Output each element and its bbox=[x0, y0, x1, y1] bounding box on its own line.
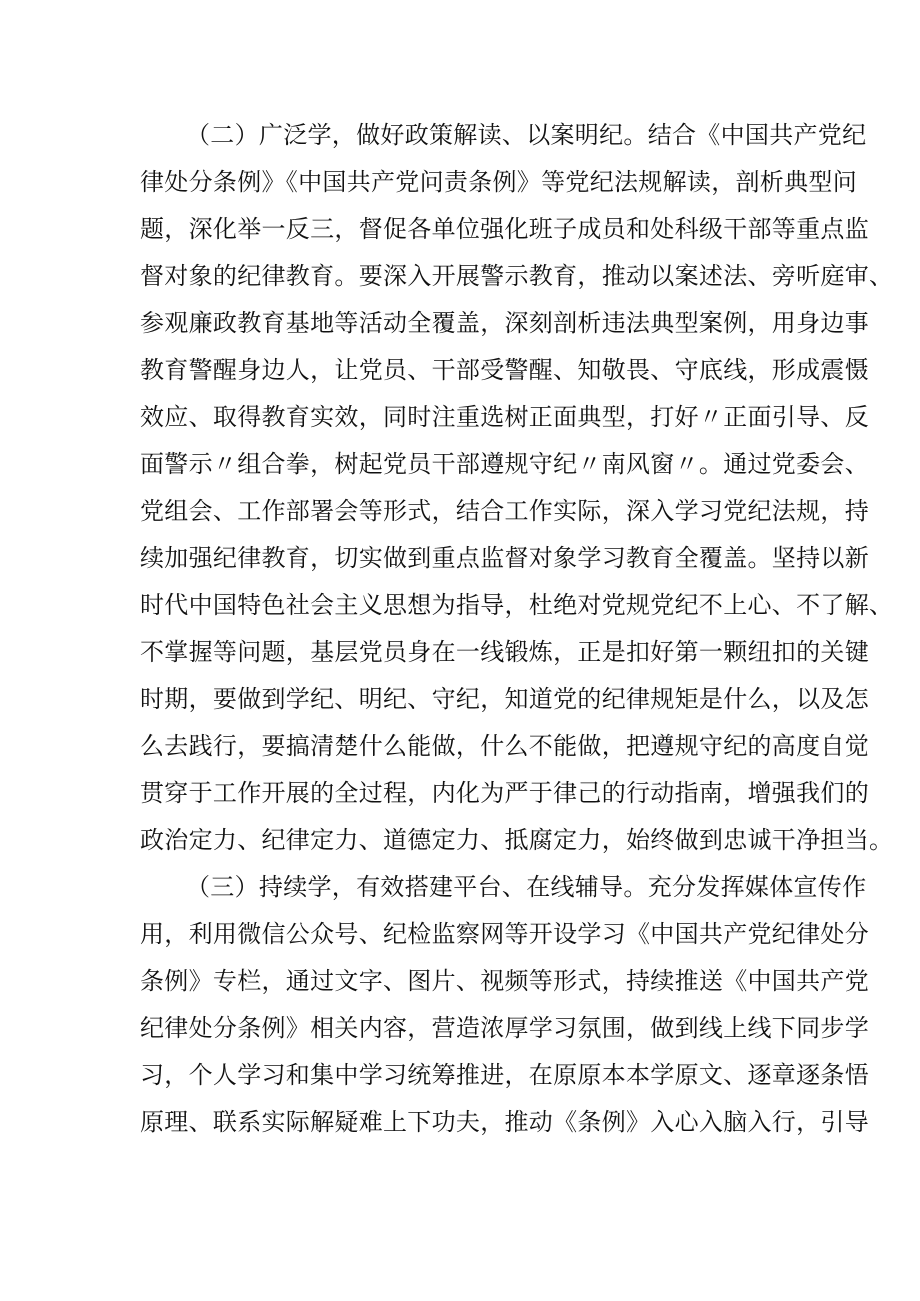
text-line: 政治定力、纪律定力、道德定力、抵腐定力，始终做到忠诚干净担当。 bbox=[140, 826, 894, 854]
text-line: 原理、联系实际解疑难上下功夫，推动《条例》入心入脑入行，引导 bbox=[140, 1108, 869, 1136]
text-line: 时代中国特色社会主义思想为指导，杜绝对党规党纪不上心、不了解、 bbox=[140, 591, 894, 619]
text-line: 条例》专栏，通过文字、图片、视频等形式，持续推送《中国共产党 bbox=[140, 967, 869, 995]
text-line: 律处分条例》《中国共产党问责条例》等党纪法规解读，剖析典型问 bbox=[140, 168, 857, 196]
text-line: 党组会、工作部署会等形式，结合工作实际，深入学习党纪法规，持 bbox=[140, 497, 869, 525]
text-line: 不掌握等问题，基层党员身在一线锻炼，正是扣好第一颗纽扣的关键 bbox=[140, 638, 869, 666]
text-line: 么去践行，要搞清楚什么能做，什么不能做，把遵规守纪的高度自觉 bbox=[140, 732, 869, 760]
text-line: 参观廉政教育基地等活动全覆盖，深刻剖析违法典型案例，用身边事 bbox=[140, 309, 869, 337]
text-line: 续加强纪律教育，切实做到重点监督对象学习教育全覆盖。坚持以新 bbox=[140, 544, 869, 572]
paragraph-section-2 bbox=[140, 112, 894, 864]
text-line: （三）持续学，有效搭建平台、在线辅导。充分发挥媒体宣传作 bbox=[186, 873, 867, 901]
text-line: 督对象的纪律教育。要深入开展警示教育，推动以案述法、旁听庭审、 bbox=[140, 262, 894, 290]
text-line: 纪律处分条例》相关内容，营造浓厚学习氛围，做到线上线下同步学 bbox=[140, 1014, 869, 1042]
text-line: 面警示〃组合拳，树起党员干部遵规守纪〃南风窗〃。通过党委会、 bbox=[140, 450, 869, 478]
text-line: 时期，要做到学纪、明纪、守纪，知道党的纪律规矩是什么，以及怎 bbox=[140, 685, 869, 713]
paragraph-section-3 bbox=[140, 864, 869, 1146]
text-line: 习，个人学习和集中学习统筹推进，在原原本本学原文、逐章逐条悟 bbox=[140, 1061, 869, 1089]
text-line: （二）广泛学，做好政策解读、以案明纪。结合《中国共产党纪 bbox=[186, 121, 867, 149]
text-line: 题，深化举一反三，督促各单位强化班子成员和处科级干部等重点监 bbox=[140, 215, 869, 243]
text-line: 用，利用微信公众号、纪检监察网等开设学习《中国共产党纪律处分 bbox=[140, 920, 869, 948]
text-line: 效应、取得教育实效，同时注重选树正面典型，打好〃正面引导、反 bbox=[140, 403, 869, 431]
text-line: 教育警醒身边人，让党员、干部受警醒、知敬畏、守底线，形成震慑 bbox=[140, 356, 869, 384]
text-line: 贯穿于工作开展的全过程，内化为严于律己的行动指南，增强我们的 bbox=[140, 779, 869, 807]
document-body bbox=[140, 112, 894, 1146]
